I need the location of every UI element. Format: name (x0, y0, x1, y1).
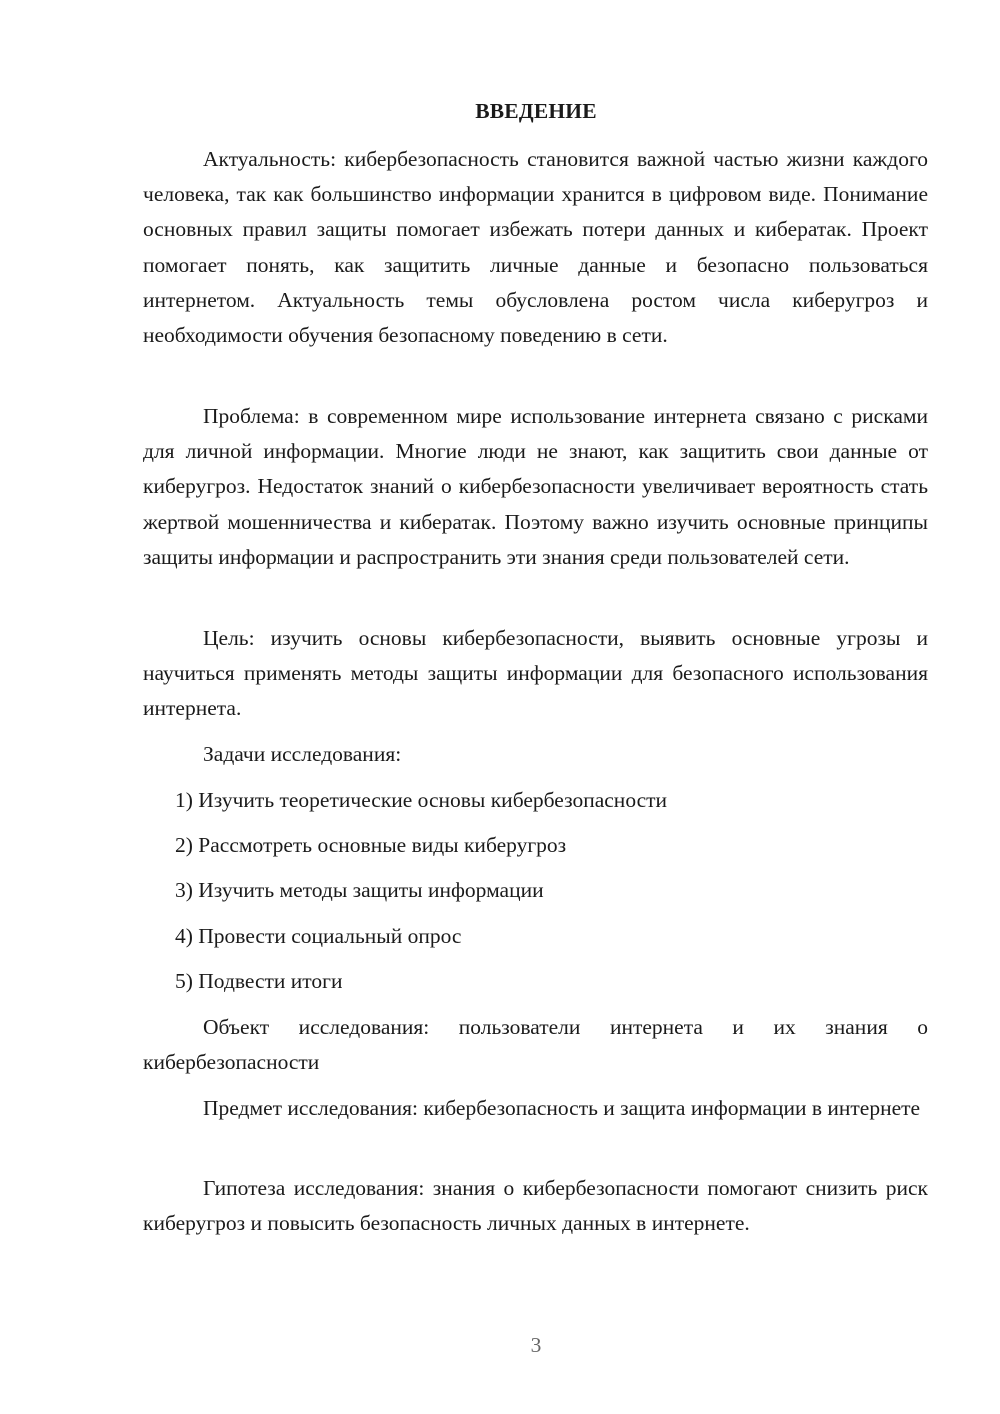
tasks-title: Задачи исследования: (203, 742, 402, 766)
relevance-paragraph: Актуальность: кибербезопасность становится важной частью жизни каждого человека, так как большинство информации хранится в цифровом виде. Понимание основных правил защиты помогает избежать потери данных и кибератак. Проект помогает понять, как защитить личные данные и безопасно пользоваться интернетом. Актуальность темы обусловлена ростом числа киберугроз и необходимости обучения безопасному поведению в сети. (143, 147, 928, 348)
task-item-4: 4) Провести социальный опрос (175, 924, 462, 948)
task-item-3: 3) Изучить методы защиты информации (175, 878, 544, 902)
page-number: 3 (530, 1333, 542, 1357)
problem-paragraph: Проблема: в современном мире использование интернета связано с рисками для личной информации. Многие люди не знают, как защитить свои данные от киберугроз. Недостаток знаний о кибербезопасности увеличивает вероятность стать жертвой мошенничества и кибератак. Поэтому важно изучить основные принципы защиты информации и распространить эти знания среди пользователей сети. (143, 404, 928, 569)
object-paragraph: Объект исследования: пользователи интернета и их знания о кибербезопасности (143, 1015, 928, 1075)
task-item-2: 2) Рассмотреть основные виды киберугроз (175, 833, 567, 857)
section-heading: ВВЕДЕНИЕ (475, 99, 597, 123)
hypothesis-paragraph: Гипотеза исследования: знания о кибербезопасности помогают снизить риск киберугроз и повысить безопасность личных данных в интернете. (143, 1176, 928, 1236)
task-item-5: 5) Подвести итоги (175, 969, 343, 993)
subject-paragraph: Предмет исследования: кибербезопасность и защита информации в интернете (203, 1096, 921, 1120)
goal-paragraph: Цель: изучить основы кибербезопасности, выявить основные угрозы и научиться применять методы защиты информации для безопасного использования интернета. (143, 626, 928, 721)
task-item-1: 1) Изучить теоретические основы кибербезопасности (175, 788, 668, 812)
